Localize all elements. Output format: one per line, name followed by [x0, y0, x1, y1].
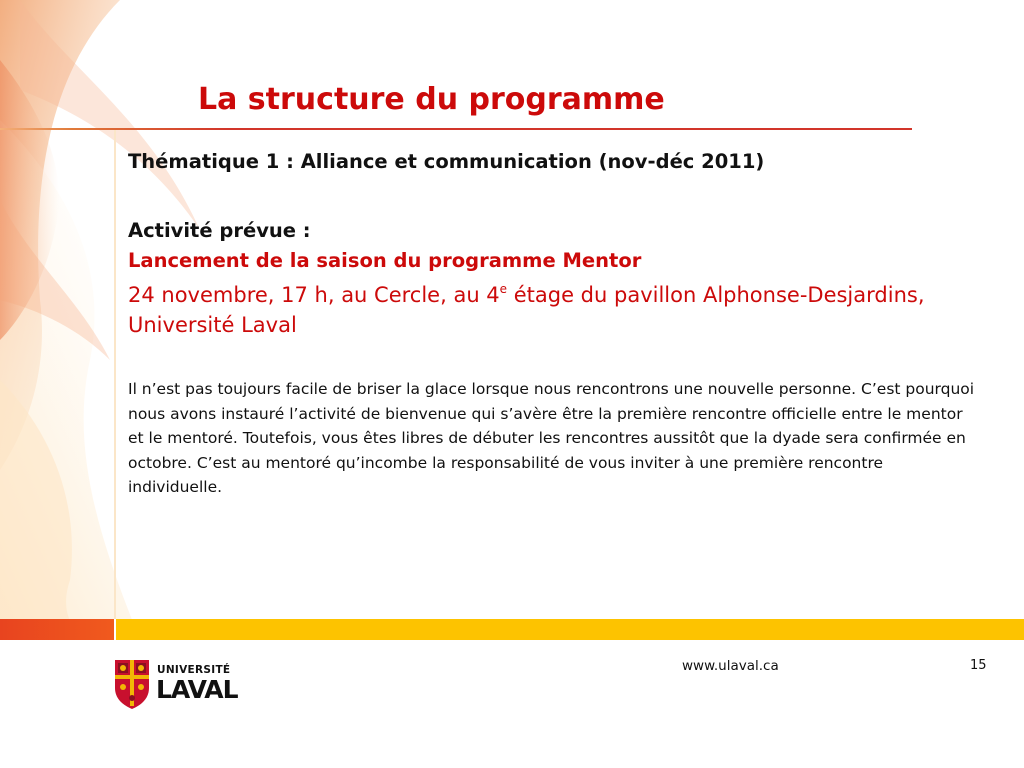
activity-when-text: 24 novembre, 17 h, au Cercle, au 4 [128, 283, 500, 307]
theme-heading: Thématique 1 : Alliance et communication (nov-déc 2011) [128, 150, 765, 173]
slide-title: La structure du programme [198, 82, 665, 117]
left-vertical-rule [114, 130, 116, 620]
activity-title: Lancement de la saison du programme Mentor [128, 249, 642, 272]
activity-date-location [128, 280, 988, 340]
page-number: 15 [970, 658, 987, 673]
activity-place-text: étage du pavillon Alphonse-Desjardins, Université Laval [128, 283, 925, 337]
slide-content [128, 150, 978, 500]
university-logo [113, 658, 238, 710]
body-paragraph: Il n’est pas toujours facile de briser la glace lorsque nous rencontrons une nouvelle personne. C’est pourquoi nous avons instauré l’activité de bienvenue qui s’avère être la première rencontre officielle entre le mentor et le mentoré. Toutefois, vous êtes libres de débuter les rencontres aussitôt que la dyade sera confirmée en octobre. C’est au mentoré qu’incombe la responsabilité de vous inviter à une première rencontre individuelle. [128, 380, 975, 496]
logo-text-universite: UNIVERSITÉ [157, 664, 231, 676]
footer-bar-orange [0, 619, 114, 640]
university-shield-icon [113, 658, 151, 710]
ordinal-superscript: e [499, 282, 508, 296]
activity-label: Activité prévue : [128, 219, 311, 242]
title-underline [0, 128, 912, 130]
footer-url: www.ulaval.ca [682, 658, 779, 674]
footer-bar-yellow [116, 619, 1024, 640]
logo-text-laval: LAVAL [156, 675, 238, 704]
